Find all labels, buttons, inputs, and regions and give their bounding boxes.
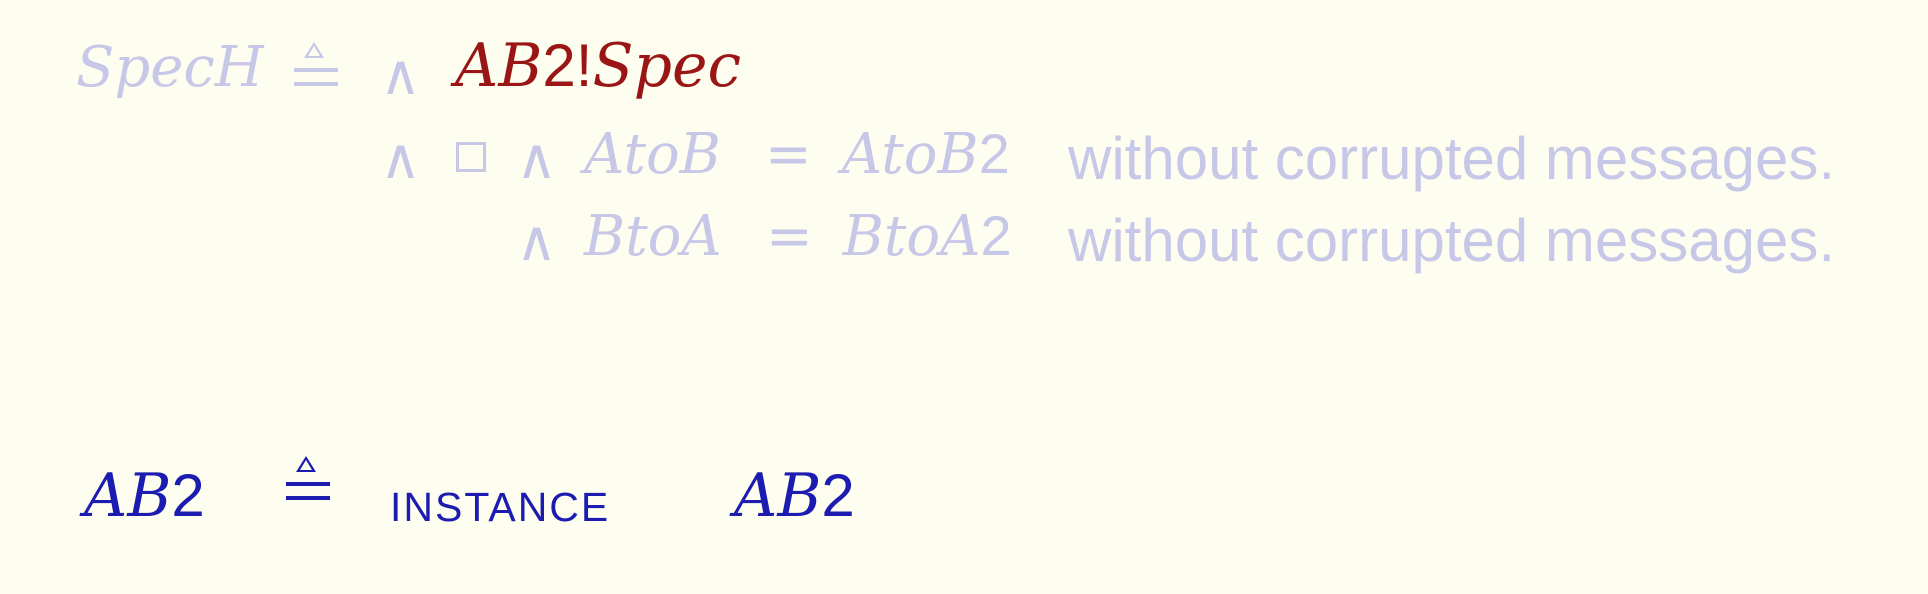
spech-ab2-spec [455, 31, 742, 101]
spech-line-2-note: without corrupted messages. [1068, 125, 1836, 192]
always-box-icon [456, 142, 486, 179]
spech-line-3-expr [584, 204, 1012, 269]
eq-symbol-2: = [765, 204, 813, 269]
atob-rhs-digit: 2 [978, 122, 1010, 185]
spech-line-1 [76, 35, 264, 100]
spech-line-2-expr [584, 122, 1010, 187]
defined-as-symbol [290, 42, 342, 98]
instance-defeq [282, 456, 334, 517]
spech-line-2-conj: ∧ [380, 127, 421, 192]
btoa-rhs-digit: 2 [980, 204, 1012, 267]
module-ab-text: AB [455, 31, 543, 101]
instance-name: AB2 [84, 461, 205, 531]
instance-keyword: instance [390, 469, 611, 534]
atob-rhs: AtoB [841, 122, 979, 187]
module-digit-text: 2 [542, 32, 576, 99]
atob-lhs: AtoB [584, 122, 721, 187]
spech-line-2-conj-2: ∧ [516, 127, 557, 192]
btoa-lhs: BtoA [584, 204, 722, 269]
defined-as-symbol-2 [282, 456, 334, 512]
btoa-rhs: BtoA [842, 204, 981, 269]
instance-module: AB2 [734, 461, 855, 531]
spech-conj: ∧ [380, 43, 421, 108]
bang-text: ! [575, 32, 593, 99]
eq-symbol: = [764, 122, 812, 187]
spec-op-text: Spec [592, 31, 742, 101]
spech-defeq [290, 42, 342, 103]
spech-name: SpecH [76, 35, 264, 100]
spech-line-3-note: without corrupted messages. [1068, 207, 1836, 274]
spech-line-3-conj: ∧ [516, 209, 557, 274]
